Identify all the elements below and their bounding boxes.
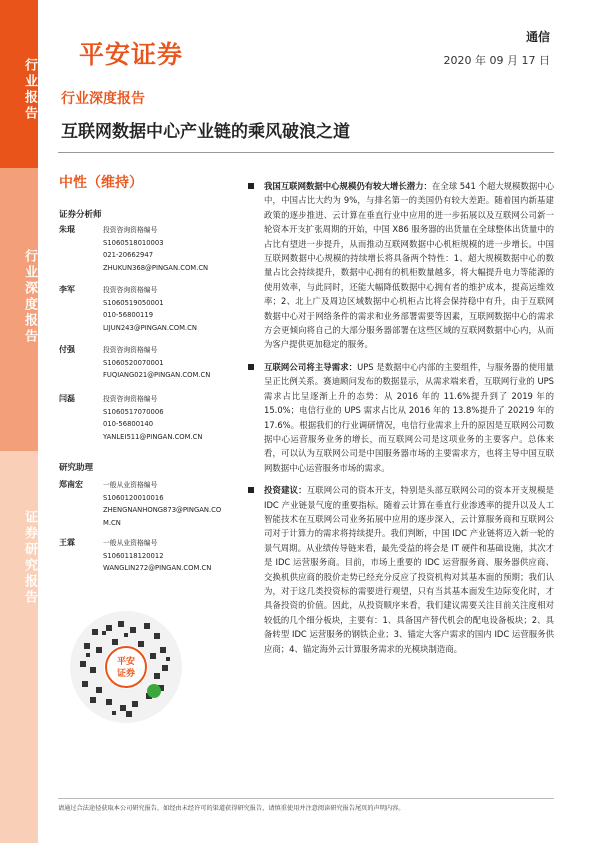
assistant-entry (59, 479, 224, 535)
analyst-phone: 010-56800140 (103, 420, 154, 429)
sidebar-label-deep-report: 行业深度报告 (22, 249, 37, 345)
analyst-email[interactable]: FUQIANG021@PINGAN.COM.CN (103, 371, 211, 380)
analyst-entry (59, 224, 224, 284)
wechat-badge-icon (147, 684, 161, 698)
analyst-cert-label: 投资咨询资格编号 (103, 286, 158, 294)
qr-code[interactable] (66, 607, 186, 727)
analyst-phone: 010-56800119 (103, 311, 154, 320)
analyst-cert-label: 投资咨询资格编号 (103, 346, 158, 354)
rating-label: 中性（维持） (59, 175, 143, 191)
bullet-icon (248, 364, 254, 370)
paragraph-heading: 投资建议： (264, 485, 307, 496)
assistant-cert-label: 一般从业资格编号 (103, 539, 158, 547)
analyst-name: 朱琨 (59, 225, 75, 234)
report-date: 2020 年 09 月 17 日 (443, 54, 550, 67)
assistants-heading: 研究助理 (59, 463, 94, 473)
header-divider (58, 152, 554, 153)
bullet-icon (248, 487, 254, 493)
bullet-icon (248, 183, 254, 189)
body-paragraph (248, 360, 554, 475)
assistant-name: 郑南宏 (59, 480, 83, 489)
analyst-email[interactable]: YANLEI511@PINGAN.COM.CN (103, 432, 203, 441)
qr-logo-line1: 平安 (116, 657, 136, 667)
analyst-name: 付强 (59, 345, 75, 354)
assistant-cert-label: 一般从业资格编号 (103, 481, 158, 489)
analysts-heading: 证券分析师 (59, 210, 102, 220)
qr-logo-line2: 证券 (116, 669, 136, 679)
assistant-email[interactable]: ZHENGNANHONG873@PINGAN.COM.CN (103, 506, 222, 527)
company-logo: 平安证券 (79, 40, 184, 69)
paragraph-text: 在全球 541 个超大规模数据中心中，中国占比大约为 9%，与排名第一的美国仍有较大差距。随着国内新基建政策的逐步推进、云计算在垂直行业中应用的进一步拓展以及互联网公司新一轮资本开支扩张周期的开始，中国 X86 服务器的出货量在全球整体出货量中的占比有望进一步提升，从而推动互联网数据中心机柜规模的进一步增长。中国互联网数据中心规模的持续增长将具备两个特性：1、超大规模数据中心的数量占比会持续提升，数据中心拥有的机柜数量越多，将大幅提升电力等能源的使用效率，与此同时，还能大幅降低数据中心拥有者的维护成本，提高运维效率；2、北上广及周边区域数据中心机柜占比将会保持稳中有升，由于互联网数据中心对于网络条件的需求和业务部署需要等因素，互联网数据中心的需求方会更倾向将自己的大部分服务器部署在这些区域的互联网数据中心内，从而为客户提供更加稳定的服务。 (264, 181, 555, 350)
analyst-cert-number: S1060519050001 (103, 298, 164, 307)
footer-disclaimer: 请通过合法途径获取本公司研究报告，如经由未经许可的渠道获得研究报告，请慎重使用并注意阅读研究报告尾页的声明内容。 (58, 805, 405, 812)
assistant-cert-number: S1060120010016 (103, 493, 164, 502)
body-paragraph (248, 179, 554, 352)
footer-divider (58, 798, 554, 799)
analyst-cert-number: S1060517070006 (103, 407, 164, 416)
assistant-email[interactable]: WANGLIN272@PINGAN.COM.CN (103, 564, 212, 573)
analyst-phone: 021-20662947 (103, 251, 154, 260)
sidebar-label-report: 行业报告 (22, 58, 37, 122)
analyst-email[interactable]: ZHUKUN368@PINGAN.COM.CN (103, 263, 209, 272)
analyst-cert-label: 投资咨询资格编号 (103, 395, 158, 403)
left-sidebar (0, 0, 38, 843)
analyst-email[interactable]: LIJUN243@PINGAN.COM.CN (103, 323, 197, 332)
assistant-entry (59, 537, 224, 585)
analyst-entry (59, 393, 224, 453)
assistant-cert-number: S1060118120012 (103, 551, 164, 560)
report-type: 行业深度报告 (61, 91, 145, 107)
paragraph-text: 互联网公司的资本开支，特别是头部互联网公司的资本开支规模是 IDC 产业链景气度的重要指标。随着云计算在垂直行业渗透率的提升以及人工智能技术在互联网公司业务拓展中应用的逐步深入，云计算服务商和互联网公司对于计算力的需求将持续提升。我们判断，中国 IDC 产业链将迈入新一轮的景气周期。从业绩传导链来看，最先受益的将会是 IT 硬件和基础设施，其次才是 IDC 运营服务商。目前，市场上重要的 IDC 运营服务商、服务器供应商、交换机供应商的股价走势已经充分反应了投资机构对其基本面的预期；我们认为，对于这几类投资标的需要进行观望，只有当其基本面发生边际变化时，才具备投资的价值。因此，从投资顺序来看，我们建议需要关注目前关注度相对较低的几个细分板块，主要有：1、具备国产替代机会的配电设备板块；2、具备转型 IDC 运营服务的钢铁企业；3、锚定大客户需求的国内 IDC 运营服务供应商；4、锚定海外云计算服务需求的光模块制造商。 (264, 485, 554, 654)
report-body (248, 179, 554, 664)
analyst-name: 李军 (59, 285, 75, 294)
paragraph-heading: 我国互联网数据中心规模仍有较大增长潜力： (264, 181, 432, 191)
analyst-entry (59, 344, 224, 392)
analyst-cert-number: S1060520070001 (103, 358, 164, 367)
analyst-cert-number: S1060518010003 (103, 238, 164, 247)
analyst-name: 闫磊 (59, 394, 75, 403)
paragraph-text: UPS 是数据中心内部的主要组件，与服务器的使用量呈正比例关系。赛迪顾问发布的数据显示，从需求端来看，互联网行业的 UPS 需求占比呈逐渐上升的态势：从 2016 年的 11.6%提升到了 2019 年的 15.0%；电信行业的 UPS 需求占比从 2016 年的 13.8%提升了 20219 年的 17.6%。根据我们的行业调研情况，电信行业需求上升的原因是互联网公司数据中心运营服务业务的增长，而互联网公司是这项业务的主要客户。总体来看，可以认为互联网公司是中国服务器市场的主要需求方，也将主导中国互联网数据中心运营服务市场的需求。 (264, 361, 554, 473)
industry-label: 通信 (525, 30, 550, 44)
sidebar-label-securities-research: 证券研究报告 (22, 510, 37, 606)
paragraph-heading: 互联网公司将主导需求： (264, 361, 358, 372)
report-title: 互联网数据中心产业链的乘风破浪之道 (61, 122, 350, 142)
assistant-name: 王霖 (59, 538, 75, 547)
analyst-entry (59, 284, 224, 344)
body-paragraph (248, 483, 554, 656)
analyst-cert-label: 投资咨询资格编号 (103, 226, 158, 234)
